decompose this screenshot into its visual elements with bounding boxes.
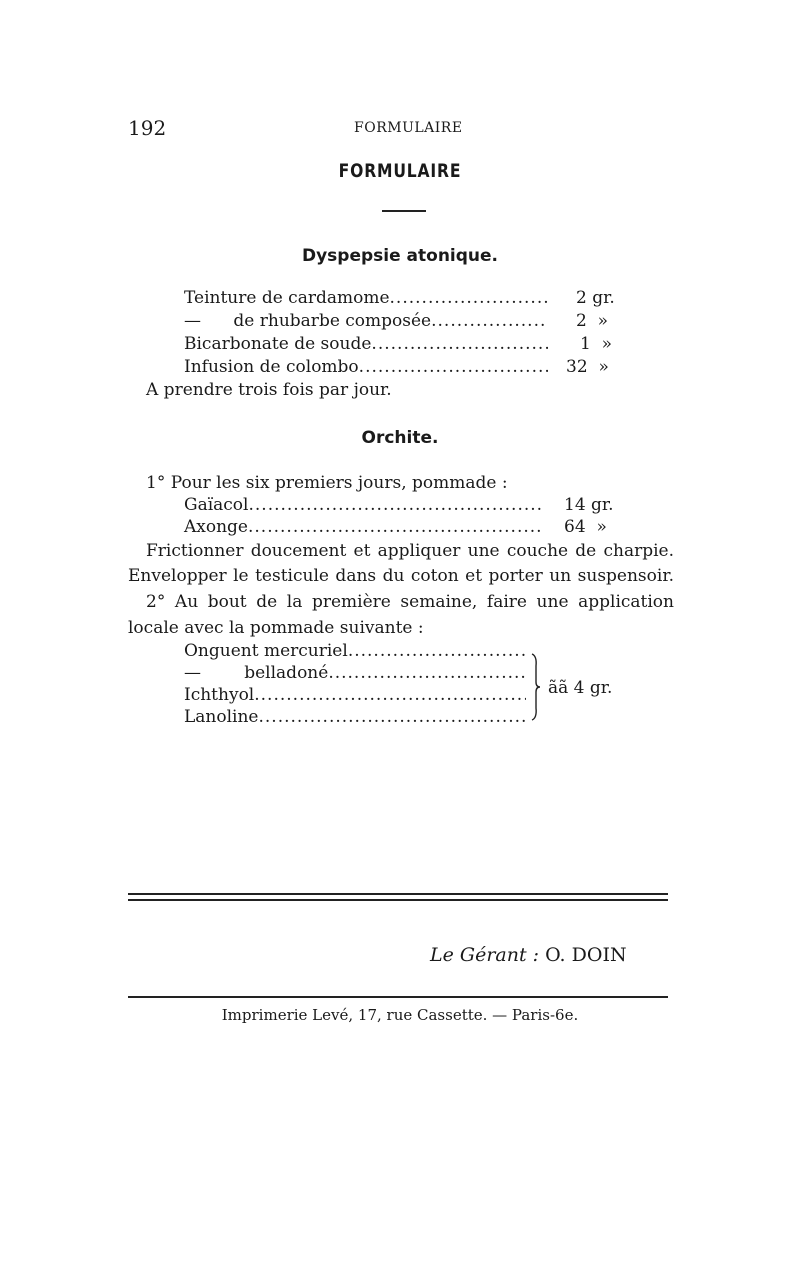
brace-icon [528,652,542,722]
intro-line: 1° Pour les six premiers jours, pommade : [146,473,508,493]
recipe-line [184,663,526,683]
paragraph-line: Envelopper le testicule dans du coton et porter un suspensoir. [128,566,674,586]
running-title: FORMULAIRE [354,120,463,136]
recipe-line [184,311,548,331]
recipe-line [184,495,542,515]
dosage-note: A prendre trois fois par jour. [146,380,392,400]
paragraph-line: 2° Au bout de la première semaine, faire une application [146,592,674,612]
gerant-line [430,944,627,966]
page-number: 192 [128,116,167,140]
printer-imprint: Imprimerie Levé, 17, rue Cassette. — Paris-6e. [221,1006,579,1024]
shared-quantity: ãã 4 gr. [548,678,613,698]
section-heading-orchite: Orchite. [361,428,439,448]
section-heading-dyspepsie: Dyspepsie atonique. [301,246,499,266]
recipe-line [184,685,526,705]
gerant-label: Le Gérant : [430,944,540,966]
paragraph-line: Frictionner doucement et appliquer une couche de charpie. [146,541,674,561]
recipe-line [184,357,548,377]
imprint-rule [128,996,668,998]
gerant-name: O. DOIN [545,944,627,966]
ingredient-qty: 64 » [564,517,607,537]
page-title: FORMULAIRE [338,160,462,182]
footer-rule [128,893,668,895]
recipe-line [184,641,526,661]
recipe-line [184,707,526,727]
ingredient-name: — belladoné [184,663,329,683]
ingredient-name: Ichthyol [184,685,255,705]
ingredient-name: Gaïacol [184,495,249,515]
ingredient-name: — de rhubarbe composée [184,311,432,331]
ingredient-name: Teinture de cardamome [184,288,390,308]
ingredient-name: Bicarbonate de soude [184,334,372,354]
ingredient-qty: 2 gr. [576,288,615,308]
ingredient-qty: 32 » [566,357,609,377]
ingredient-name: Axonge [184,517,248,537]
ingredient-name: Infusion de colombo [184,357,359,377]
ingredient-name: Lanoline [184,707,259,727]
ingredient-name: Onguent mercuriel [184,641,348,661]
recipe-line [184,517,542,537]
footer-rule [128,899,668,901]
paragraph-line: locale avec la pommade suivante : [128,618,424,638]
ingredient-qty: 2 » [576,311,609,331]
ingredient-qty: 14 gr. [564,495,614,515]
title-rule [382,210,426,212]
recipe-line [184,288,548,308]
ingredient-qty: 1 » [580,334,613,354]
recipe-line [184,334,548,354]
